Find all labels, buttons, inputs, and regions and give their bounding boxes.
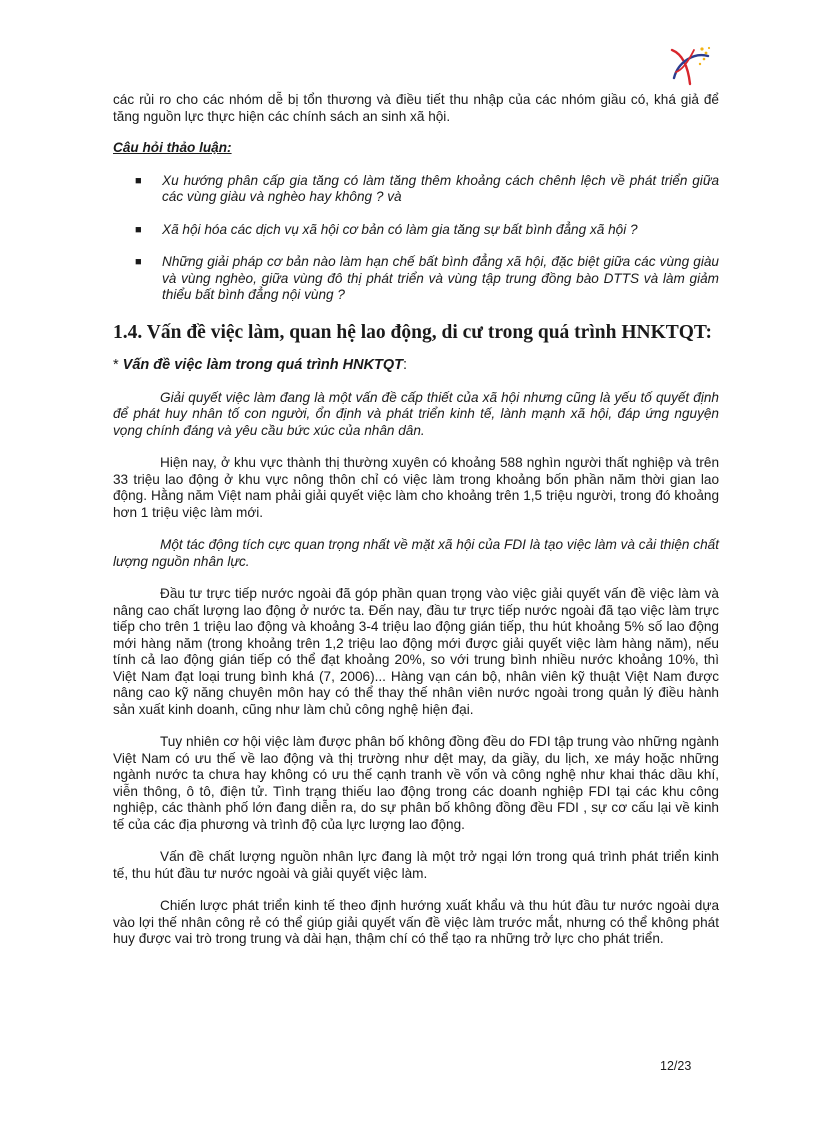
paragraph: Chiến lược phát triển kinh tế theo định hướng xuất khẩu và thu hút đầu tư nước ngoài dựa vào lợi thế nhân công rẻ có thể giúp giải quyết vấn đề việc làm trước mắt, nhưng có thể không phát huy được vai trò trong trung và dài hạn, thậm chí có thể tạo ra những trở lực cho phát triển. bbox=[113, 898, 719, 946]
page-content bbox=[113, 92, 719, 948]
paragraph: Hiện nay, ở khu vực thành thị thường xuyên có khoảng 588 nghìn người thất nghiệp và trên 33 triệu lao động ở khu vực nông thôn chỉ có việc làm trong khoảng bốn phần năm thời gian lao động. Hằng năm Việt nam phải giải quyết việc làm cho khoảng trên 1,5 triệu người, trong đó khoảng hơn 1 triệu việc làm mới. bbox=[113, 455, 719, 520]
list-item bbox=[113, 254, 719, 304]
subheading bbox=[113, 356, 719, 374]
subheading-suffix: : bbox=[403, 356, 408, 373]
page-number: 12/23 bbox=[660, 1059, 692, 1073]
section-heading: 1.4. Vấn đề việc làm, quan hệ lao động, di cư trong quá trình HNKTQT: bbox=[113, 321, 712, 343]
discussion-label: Câu hỏi thảo luận: bbox=[113, 140, 232, 155]
square-bullet-icon: ■ bbox=[135, 223, 142, 236]
subheading-prefix: * bbox=[113, 356, 123, 373]
list-item bbox=[113, 222, 719, 239]
question-text: Xu hướng phân cấp gia tăng có làm tăng thêm khoảng cách chênh lệch về phát triển giữa các vùng giàu và nghèo hay không ? và bbox=[162, 172, 719, 204]
question-text: Những giải pháp cơ bản nào làm hạn chế bất bình đẳng xã hội, đặc biệt giữa các vùng giàu và vùng nghèo, giữa vùng đô thị phát triển và vùng tập trung đồng bào DTTS và làm giảm thiểu bất bình đẳng nội vùng ? bbox=[162, 254, 719, 302]
paragraph: Giải quyết việc làm đang là một vấn đề cấp thiết của xã hội nhưng cũng là yếu tố quyết định để phát huy nhân tố con người, ổn định và phát triển kinh tế, lành mạnh xã hội, đáp ứng nguyện vọng chính đáng và yêu cầu bức xúc của nhân dân. bbox=[113, 389, 719, 438]
list-item bbox=[113, 173, 719, 206]
paragraph: Tuy nhiên cơ hội việc làm được phân bố không đồng đều do FDI tập trung vào những ngành Việt Nam có ưu thế về lao động và thị trường như dệt may, da giầy, du lịch, xe máy hoặc những ngành nước ta chưa hay không có ưu thế cạnh tranh về vốn và công nghệ như khai thác dầu khí, viễn thông, ô tô, điện tử. Tình trạng thiếu lao động trong các doanh nghiệp FDI tại các khu công nghiệp, các thành phố lớn đang diễn ra, do sự phân bố không đồng đều FDI , sự cơ cấu lại về kinh tế của các địa phương và trình độ của lực lượng lao động. bbox=[113, 734, 719, 832]
paragraph: Đầu tư trực tiếp nước ngoài đã góp phần quan trọng vào việc giải quyết vấn đề việc làm và nâng cao chất lượng lao động ở nước ta. Đến nay, đầu tư trực tiếp nước ngoài đã tạo việc làm trực tiếp cho trên 1 triệu lao động và khoảng 3-4 triệu lao động gián tiếp, thu hút khoảng 5% số lao động mới hàng năm (trong khoảng trên 1,2 triệu lao động mới được giải quyết việc làm hàng năm), nếu tính cả lao động gián tiếp có thể đạt khoảng 20%, so với trung bình nhiều nước khoảng 10%, thì Việt Nam đạt loại trung bình khá (7, 2006)... Hàng vạn cán bộ, nhân viên kỹ thuật Việt Nam được nâng cao kỹ năng chuyên môn hay có thể thay thế nhân viên nước ngoài trong quản lý điều hành sản xuất kinh doanh, cũng như làm chủ công nghệ hiện đại. bbox=[113, 586, 719, 717]
square-bullet-icon: ■ bbox=[135, 174, 142, 187]
paragraph-continuation: các rủi ro cho các nhóm dễ bị tổn thương và điều tiết thu nhập của các nhóm giầu có, khá giả để tăng nguồn lực thực hiện các chính sách an sinh xã hội. bbox=[113, 92, 719, 124]
paragraph: Một tác động tích cực quan trọng nhất về mặt xã hội của FDI là tạo việc làm và cải thiện chất lượng nguồn nhân lực. bbox=[113, 537, 719, 569]
question-text: Xã hội hóa các dịch vụ xã hội cơ bản có làm gia tăng sự bất bình đẳng xã hội ? bbox=[162, 221, 638, 237]
discussion-questions bbox=[113, 173, 719, 304]
logo-icon bbox=[668, 44, 712, 88]
subheading-title: Vấn đề việc làm trong quá trình HNKTQT bbox=[122, 356, 404, 373]
square-bullet-icon: ■ bbox=[135, 256, 142, 268]
paragraph: Vấn đề chất lượng nguồn nhân lực đang là một trở ngại lớn trong quá trình phát triển kinh tế, thu hút đầu tư nước ngoài và giải quyết việc làm. bbox=[113, 849, 719, 881]
